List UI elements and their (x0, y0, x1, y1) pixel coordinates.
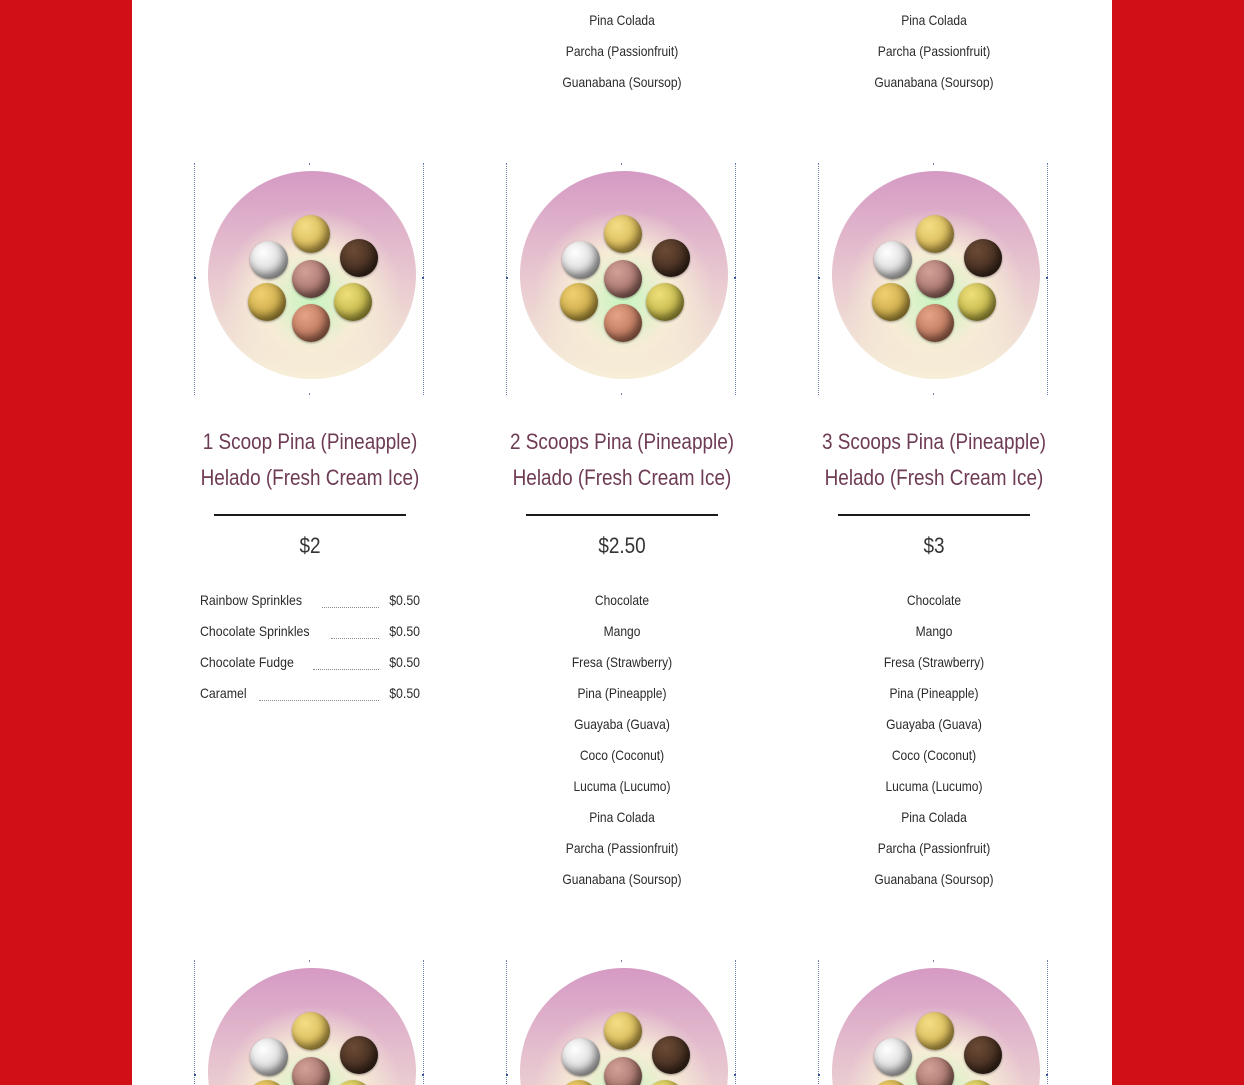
flavor-item: Pina Colada (589, 12, 655, 28)
dot-leader (313, 659, 379, 670)
topping-price: $0.50 (389, 592, 420, 608)
flavor-item: Pina (Pineapple) (889, 685, 979, 701)
ice-cream-plate-icon (208, 171, 416, 379)
dot-leader (322, 597, 379, 608)
flavor-item: Fresa (Strawberry) (571, 654, 673, 670)
product-title-line: Helado (Fresh Cream Ice) (512, 465, 732, 490)
ice-cream-plate-icon (832, 171, 1040, 379)
topping-row (200, 585, 420, 616)
product-title-line: 3 Scoops Pina (Pineapple) (821, 429, 1047, 454)
product-title-line: 2 Scoops Pina (Pineapple) (509, 429, 735, 454)
topping-name: Caramel (200, 685, 247, 701)
divider (838, 514, 1030, 516)
flavor-item: Coco (Coconut) (579, 747, 665, 763)
ice-cream-plate-icon (520, 968, 728, 1085)
dot-leader (331, 628, 379, 639)
flavor-list-3 (778, 585, 1090, 895)
flavor-item: Lucuma (Lucumo) (885, 778, 983, 794)
product-price: $2.50 (598, 533, 646, 558)
product-title-line: 1 Scoop Pina (Pineapple) (202, 429, 418, 454)
product-price: $2 (299, 533, 321, 558)
product-image-3[interactable] (818, 163, 1048, 395)
topping-price: $0.50 (389, 685, 420, 701)
product-price: $3 (923, 533, 945, 558)
top-flavor-list-col3 (778, 5, 1090, 98)
topping-price: $0.50 (389, 654, 420, 670)
product-title-3[interactable] (800, 424, 1068, 496)
flavor-item: Parcha (Passionfruit) (877, 840, 991, 856)
flavor-item: Pina Colada (589, 809, 655, 825)
product-title-2[interactable] (488, 424, 756, 496)
flavor-item: Chocolate (594, 592, 650, 608)
ice-cream-plate-icon (208, 968, 416, 1085)
flavor-item: Parcha (Passionfruit) (565, 840, 679, 856)
divider (214, 514, 406, 516)
product-image-2[interactable] (506, 163, 736, 395)
flavor-item: Guanabana (Soursop) (874, 871, 994, 887)
flavor-item: Fresa (Strawberry) (883, 654, 985, 670)
flavor-item: Parcha (Passionfruit) (877, 43, 991, 59)
ice-cream-plate-icon (520, 171, 728, 379)
flavor-item: Guanabana (Soursop) (562, 871, 682, 887)
product-image-6[interactable] (818, 960, 1048, 1085)
topping-price: $0.50 (389, 623, 420, 639)
topping-name: Rainbow Sprinkles (200, 592, 303, 608)
topping-row (200, 616, 420, 647)
topping-row (200, 647, 420, 678)
flavor-item: Guayaba (Guava) (886, 716, 982, 732)
flavor-item: Mango (915, 623, 953, 639)
flavor-item: Parcha (Passionfruit) (565, 43, 679, 59)
flavor-item: Lucuma (Lucumo) (573, 778, 671, 794)
flavor-item: Pina (Pineapple) (577, 685, 667, 701)
divider (526, 514, 718, 516)
topping-name: Chocolate Sprinkles (200, 623, 310, 639)
topping-row (200, 678, 420, 709)
topping-name: Chocolate Fudge (200, 654, 294, 670)
flavor-item: Guanabana (Soursop) (874, 74, 994, 90)
product-title-1[interactable] (176, 424, 444, 496)
flavor-item: Chocolate (906, 592, 962, 608)
flavor-list-2 (466, 585, 778, 895)
flavor-item: Pina Colada (901, 809, 967, 825)
flavor-item: Pina Colada (901, 12, 967, 28)
product-image-4[interactable] (194, 960, 424, 1085)
product-title-line: Helado (Fresh Cream Ice) (200, 465, 420, 490)
product-image-5[interactable] (506, 960, 736, 1085)
product-title-line: Helado (Fresh Cream Ice) (824, 465, 1044, 490)
flavor-item: Coco (Coconut) (891, 747, 977, 763)
menu-page (132, 0, 1112, 1085)
flavor-item: Guanabana (Soursop) (562, 74, 682, 90)
ice-cream-plate-icon (832, 968, 1040, 1085)
flavor-item: Guayaba (Guava) (574, 716, 670, 732)
product-image-1[interactable] (194, 163, 424, 395)
flavor-item: Mango (603, 623, 641, 639)
top-flavor-list-col2 (466, 5, 778, 98)
dot-leader (259, 690, 379, 701)
